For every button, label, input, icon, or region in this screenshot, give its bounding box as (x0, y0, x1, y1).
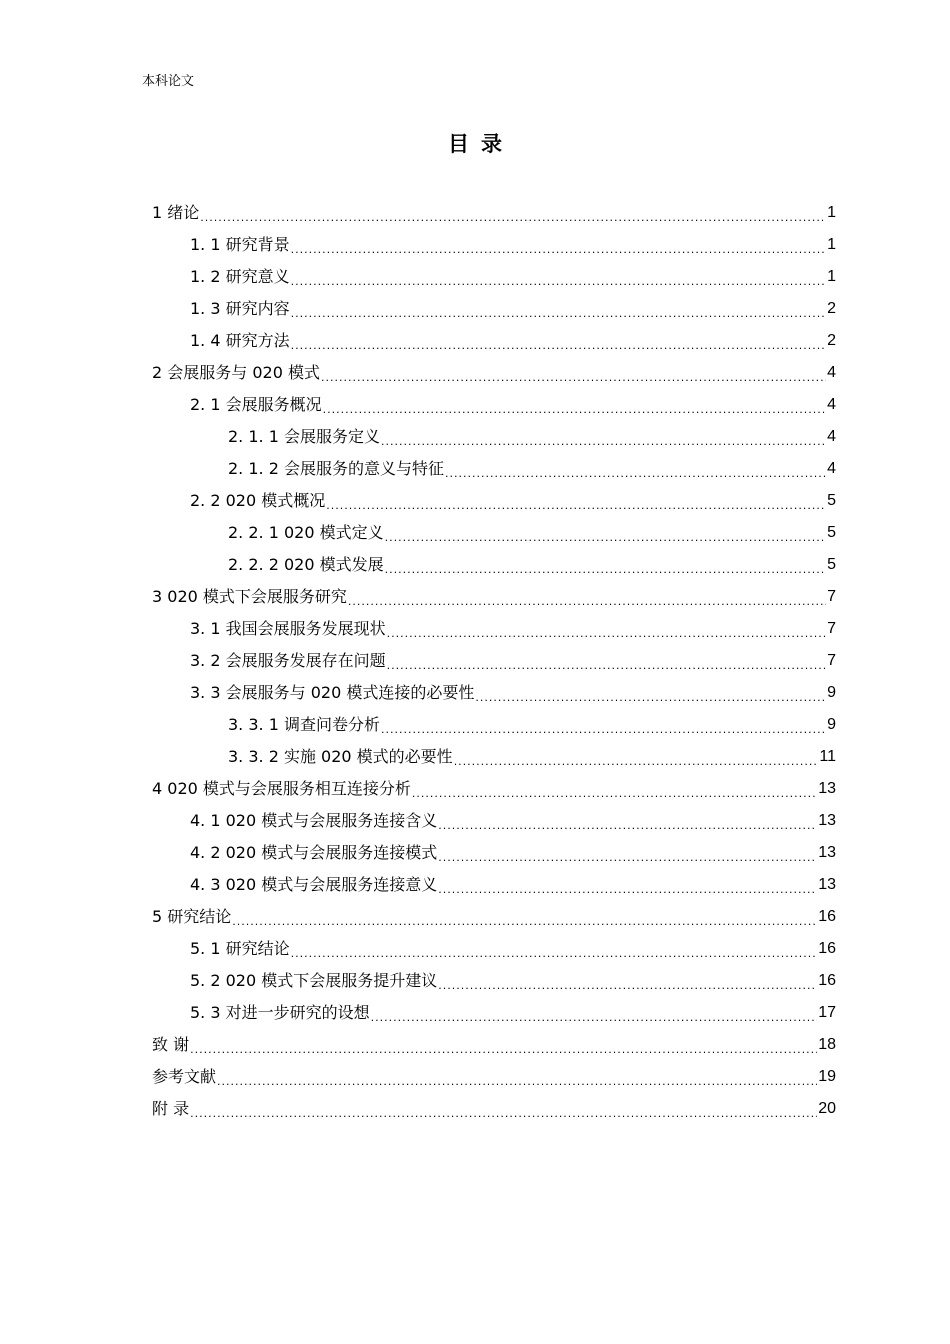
toc-dot-leader (387, 645, 826, 677)
toc-entry-label: 3. 3. 1 调查问卷分析 (228, 715, 380, 734)
toc-entry-label: 致 谢 (152, 1035, 190, 1054)
toc-dot-leader (438, 965, 817, 997)
toc-entry-page-number: 4 (827, 364, 836, 381)
toc-entry-label: 4. 1 020 模式与会展服务连接含义 (190, 811, 438, 830)
toc-entry-label: 2. 1. 1 会展服务定义 (228, 427, 380, 446)
toc-entry-label: 2. 1. 2 会展服务的意义与特征 (228, 459, 444, 478)
toc-entry-label: 4. 3 020 模式与会展服务连接意义 (190, 875, 438, 894)
toc-entry[interactable] (152, 581, 836, 613)
toc-entry[interactable] (152, 837, 836, 869)
toc-dot-leader (200, 197, 826, 229)
toc-entry[interactable] (152, 869, 836, 901)
toc-dot-leader (454, 741, 819, 773)
toc-entry[interactable] (152, 229, 836, 261)
toc-dot-leader (291, 325, 826, 357)
toc-entry-page-number: 11 (819, 748, 836, 765)
toc-entry-page-number: 4 (827, 428, 836, 445)
toc-dot-leader (385, 549, 826, 581)
toc-entry-label: 3. 3 会展服务与 020 模式连接的必要性 (190, 683, 475, 702)
toc-entry[interactable] (152, 997, 836, 1029)
toc-entry[interactable] (152, 933, 836, 965)
toc-entry-label: 1. 2 研究意义 (190, 267, 290, 286)
toc-entry-page-number: 4 (827, 460, 836, 477)
toc-entry-page-number: 1 (827, 204, 836, 221)
toc-entry-page-number: 16 (818, 940, 836, 957)
toc-entry-label: 1. 4 研究方法 (190, 331, 290, 350)
toc-entry[interactable] (152, 517, 836, 549)
toc-entry-label: 5. 1 研究结论 (190, 939, 290, 958)
toc-entry-label: 2. 2. 2 020 模式发展 (228, 555, 384, 574)
toc-dot-leader (190, 1029, 817, 1061)
toc-entry-page-number: 16 (818, 908, 836, 925)
toc-entry[interactable] (152, 1029, 836, 1061)
toc-dot-leader (291, 293, 826, 325)
toc-dot-leader (381, 421, 826, 453)
toc-entry[interactable] (152, 741, 836, 773)
toc-entry[interactable] (152, 677, 836, 709)
toc-entry-page-number: 5 (827, 524, 836, 541)
toc-entry-label: 3. 2 会展服务发展存在问题 (190, 651, 386, 670)
toc-entry-page-number: 5 (827, 492, 836, 509)
toc-entry[interactable] (152, 293, 836, 325)
toc-entry[interactable] (152, 453, 836, 485)
toc-entry-page-number: 7 (827, 620, 836, 637)
toc-entry-label: 1. 3 研究内容 (190, 299, 290, 318)
toc-entry[interactable] (152, 1093, 836, 1125)
toc-entry-label: 5 研究结论 (152, 907, 232, 926)
toc-dot-leader (438, 805, 817, 837)
toc-dot-leader (321, 357, 826, 389)
toc-entry-label: 4. 2 020 模式与会展服务连接模式 (190, 843, 438, 862)
toc-dot-leader (381, 709, 826, 741)
toc-dot-leader (190, 1093, 817, 1125)
table-of-contents (152, 197, 836, 1125)
toc-dot-leader (438, 869, 817, 901)
toc-entry[interactable] (152, 1061, 836, 1093)
toc-dot-leader (412, 773, 817, 805)
toc-entry-page-number: 4 (827, 396, 836, 413)
toc-entry-page-number: 13 (818, 876, 836, 893)
toc-entry[interactable] (152, 421, 836, 453)
toc-entry[interactable] (152, 773, 836, 805)
toc-entry-page-number: 9 (827, 716, 836, 733)
toc-entry-label: 2. 2 020 模式概况 (190, 491, 326, 510)
toc-dot-leader (291, 261, 826, 293)
toc-dot-leader (291, 229, 826, 261)
toc-entry-label: 5. 2 020 模式下会展服务提升建议 (190, 971, 438, 990)
toc-dot-leader (438, 837, 817, 869)
toc-dot-leader (217, 1061, 817, 1093)
toc-entry-page-number: 13 (818, 780, 836, 797)
toc-dot-leader (232, 901, 817, 933)
toc-entry[interactable] (152, 901, 836, 933)
toc-entry[interactable] (152, 805, 836, 837)
toc-entry-page-number: 9 (827, 684, 836, 701)
toc-entry-label: 5. 3 对进一步研究的设想 (190, 1003, 370, 1022)
toc-entry-label: 3 020 模式下会展服务研究 (152, 587, 347, 606)
toc-entry-page-number: 17 (818, 1004, 836, 1021)
toc-dot-leader (291, 933, 818, 965)
toc-dot-leader (323, 389, 826, 421)
toc-entry-page-number: 13 (818, 844, 836, 861)
toc-entry[interactable] (152, 197, 836, 229)
toc-dot-leader (371, 997, 818, 1029)
toc-entry[interactable] (152, 709, 836, 741)
toc-entry-page-number: 7 (827, 588, 836, 605)
toc-entry-page-number: 1 (827, 268, 836, 285)
page-title: 目录 (448, 132, 514, 156)
toc-entry[interactable] (152, 325, 836, 357)
toc-dot-leader (445, 453, 826, 485)
toc-entry-label: 2. 1 会展服务概况 (190, 395, 322, 414)
toc-dot-leader (348, 581, 826, 613)
toc-dot-leader (475, 677, 826, 709)
toc-entry-page-number: 5 (827, 556, 836, 573)
toc-dot-leader (326, 485, 826, 517)
toc-entry-label: 3. 1 我国会展服务发展现状 (190, 619, 386, 638)
toc-entry[interactable] (152, 645, 836, 677)
toc-entry[interactable] (152, 357, 836, 389)
toc-entry-label: 3. 3. 2 实施 020 模式的必要性 (228, 747, 453, 766)
toc-entry-page-number: 16 (818, 972, 836, 989)
toc-entry-label: 1. 1 研究背景 (190, 235, 290, 254)
toc-entry-page-number: 2 (827, 332, 836, 349)
toc-entry-label: 1 绪论 (152, 203, 200, 222)
toc-entry-page-number: 18 (818, 1036, 836, 1053)
toc-dot-leader (385, 517, 826, 549)
toc-entry[interactable] (152, 549, 836, 581)
toc-entry-label: 4 020 模式与会展服务相互连接分析 (152, 779, 411, 798)
toc-entry[interactable] (152, 389, 836, 421)
toc-entry[interactable] (152, 613, 836, 645)
toc-entry-label: 参考文献 (152, 1067, 217, 1086)
toc-entry[interactable] (152, 261, 836, 293)
toc-entry-page-number: 13 (818, 812, 836, 829)
page-header: 本科论文 (142, 74, 195, 89)
toc-entry-page-number: 2 (827, 300, 836, 317)
toc-entry[interactable] (152, 485, 836, 517)
toc-entry-page-number: 1 (827, 236, 836, 253)
toc-entry[interactable] (152, 965, 836, 997)
toc-entry-page-number: 20 (818, 1100, 836, 1117)
toc-dot-leader (387, 613, 826, 645)
toc-entry-page-number: 19 (818, 1068, 836, 1085)
toc-entry-label: 2. 2. 1 020 模式定义 (228, 523, 384, 542)
toc-entry-label: 2 会展服务与 020 模式 (152, 363, 320, 382)
toc-entry-page-number: 7 (827, 652, 836, 669)
toc-entry-label: 附 录 (152, 1099, 190, 1118)
